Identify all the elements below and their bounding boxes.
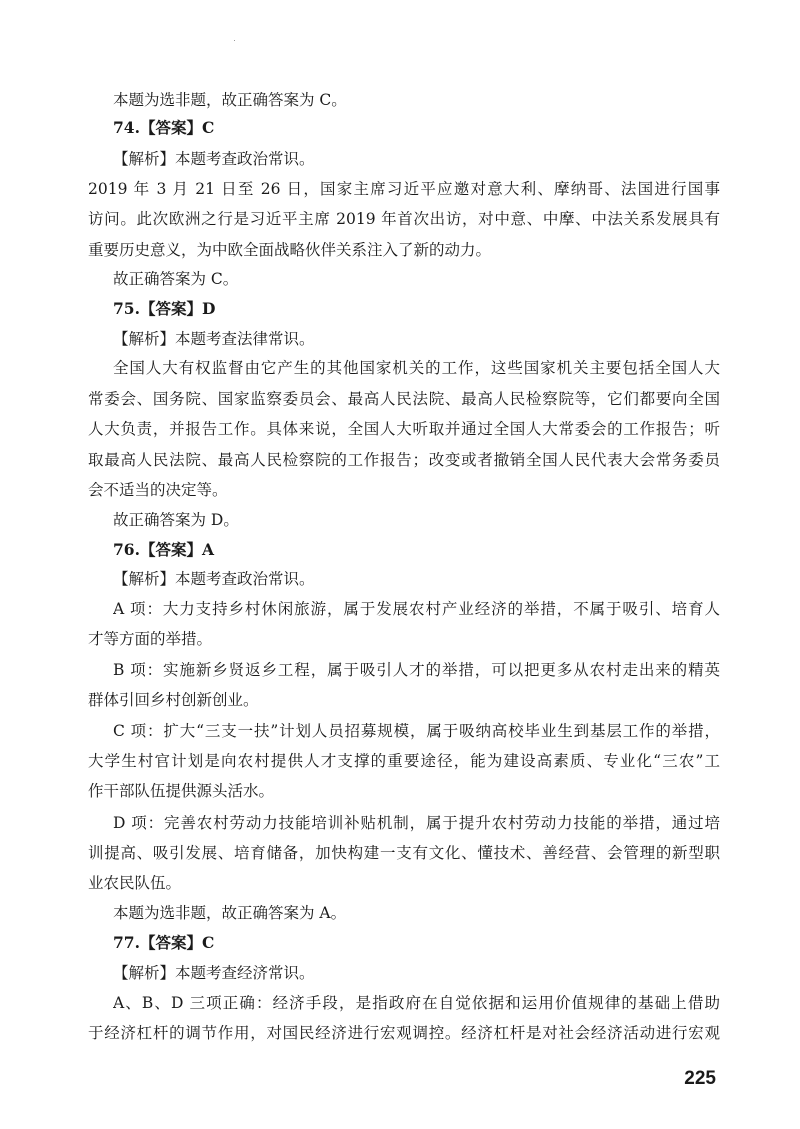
analysis-heading: 【解析】本题考查法律常识。 <box>113 330 315 348</box>
text-line: 2019 年 3 月 21 日至 26 日，国家主席习近平应邀对意大利、摩纳哥、法国进行国事 <box>88 180 720 198</box>
text-line: 训提高、吸引发展、培育储备，加快构建一支有文化、懂技术、善经营、会管理的新型职 <box>88 844 720 862</box>
text-line: C 项：扩大“三支一扶”计划人员招募规模，属于吸纳高校毕业生到基层工作的举措， <box>113 722 720 740</box>
text-line: 群体引回乡村创新创业。 <box>88 691 259 709</box>
answer-heading-75: 75.【答案】D <box>113 299 216 318</box>
scan-speck <box>234 40 235 41</box>
text-line: 才等方面的举措。 <box>88 630 213 648</box>
text-line: 本题为选非题，故正确答案为 A。 <box>113 904 347 922</box>
text-line: A、B、D 三项正确：经济手段，是指政府在自觉依据和运用价值规律的基础上借助 <box>113 994 720 1012</box>
text-line: 故正确答案为 D。 <box>113 511 239 529</box>
text-line: 常委会、国务院、国家监察委员会、最高人民法院、最高人民检察院等，它们都要向全国 <box>88 390 720 408</box>
text-line: 访问。此次欧洲之行是习近平主席 2019 年首次出访，对中意、中摩、中法关系发展具有 <box>88 210 720 228</box>
text-line: 重要历史意义，为中欧全面战略伙伴关系注入了新的动力。 <box>88 241 492 259</box>
analysis-heading: 【解析】本题考查政治常识。 <box>113 150 315 168</box>
text-line: 会不适当的决定等。 <box>88 481 228 499</box>
text-line: 大学生村官计划是向农村提供人才支撑的重要途径，能为建设高素质、专业化“三农”工 <box>88 752 720 770</box>
answer-heading-77: 77.【答案】C <box>113 933 215 952</box>
text-line: A 项：大力支持乡村休闲旅游，属于发展农村产业经济的举措，不属于吸引、培育人 <box>113 600 720 618</box>
answer-heading-76: 76.【答案】A <box>113 540 214 559</box>
text-line: 业农民队伍。 <box>88 874 182 892</box>
text-line: 作干部队伍提供源头活水。 <box>88 782 275 800</box>
text-line: 取最高人民法院、最高人民检察院的工作报告；改变或者撤销全国人民代表大会常务委员 <box>88 451 720 469</box>
analysis-heading: 【解析】本题考查政治常识。 <box>113 570 315 588</box>
analysis-heading: 【解析】本题考查经济常识。 <box>113 964 315 982</box>
text-line: 人大负责，并报告工作。具体来说，全国人大听取并通过全国人大常委会的工作报告；听 <box>88 420 720 438</box>
text-line: D 项：完善农村劳动力技能培训补贴机制，属于提升农村劳动力技能的举措，通过培 <box>113 814 720 832</box>
text-line: 本题为选非题，故正确答案为 C。 <box>113 91 347 109</box>
text-line: 全国人大有权监督由它产生的其他国家机关的工作，这些国家机关主要包括全国人大 <box>113 359 720 377</box>
answer-heading-74: 74.【答案】C <box>113 118 215 137</box>
text-line: 故正确答案为 C。 <box>113 270 239 288</box>
text-line: B 项：实施新乡贤返乡工程，属于吸引人才的举措，可以把更多从农村走出来的精英 <box>113 661 720 679</box>
page-number: 225 <box>684 1068 716 1089</box>
text-line: 于经济杠杆的调节作用，对国民经济进行宏观调控。经济杠杆是对社会经济活动进行宏观 <box>88 1024 720 1042</box>
